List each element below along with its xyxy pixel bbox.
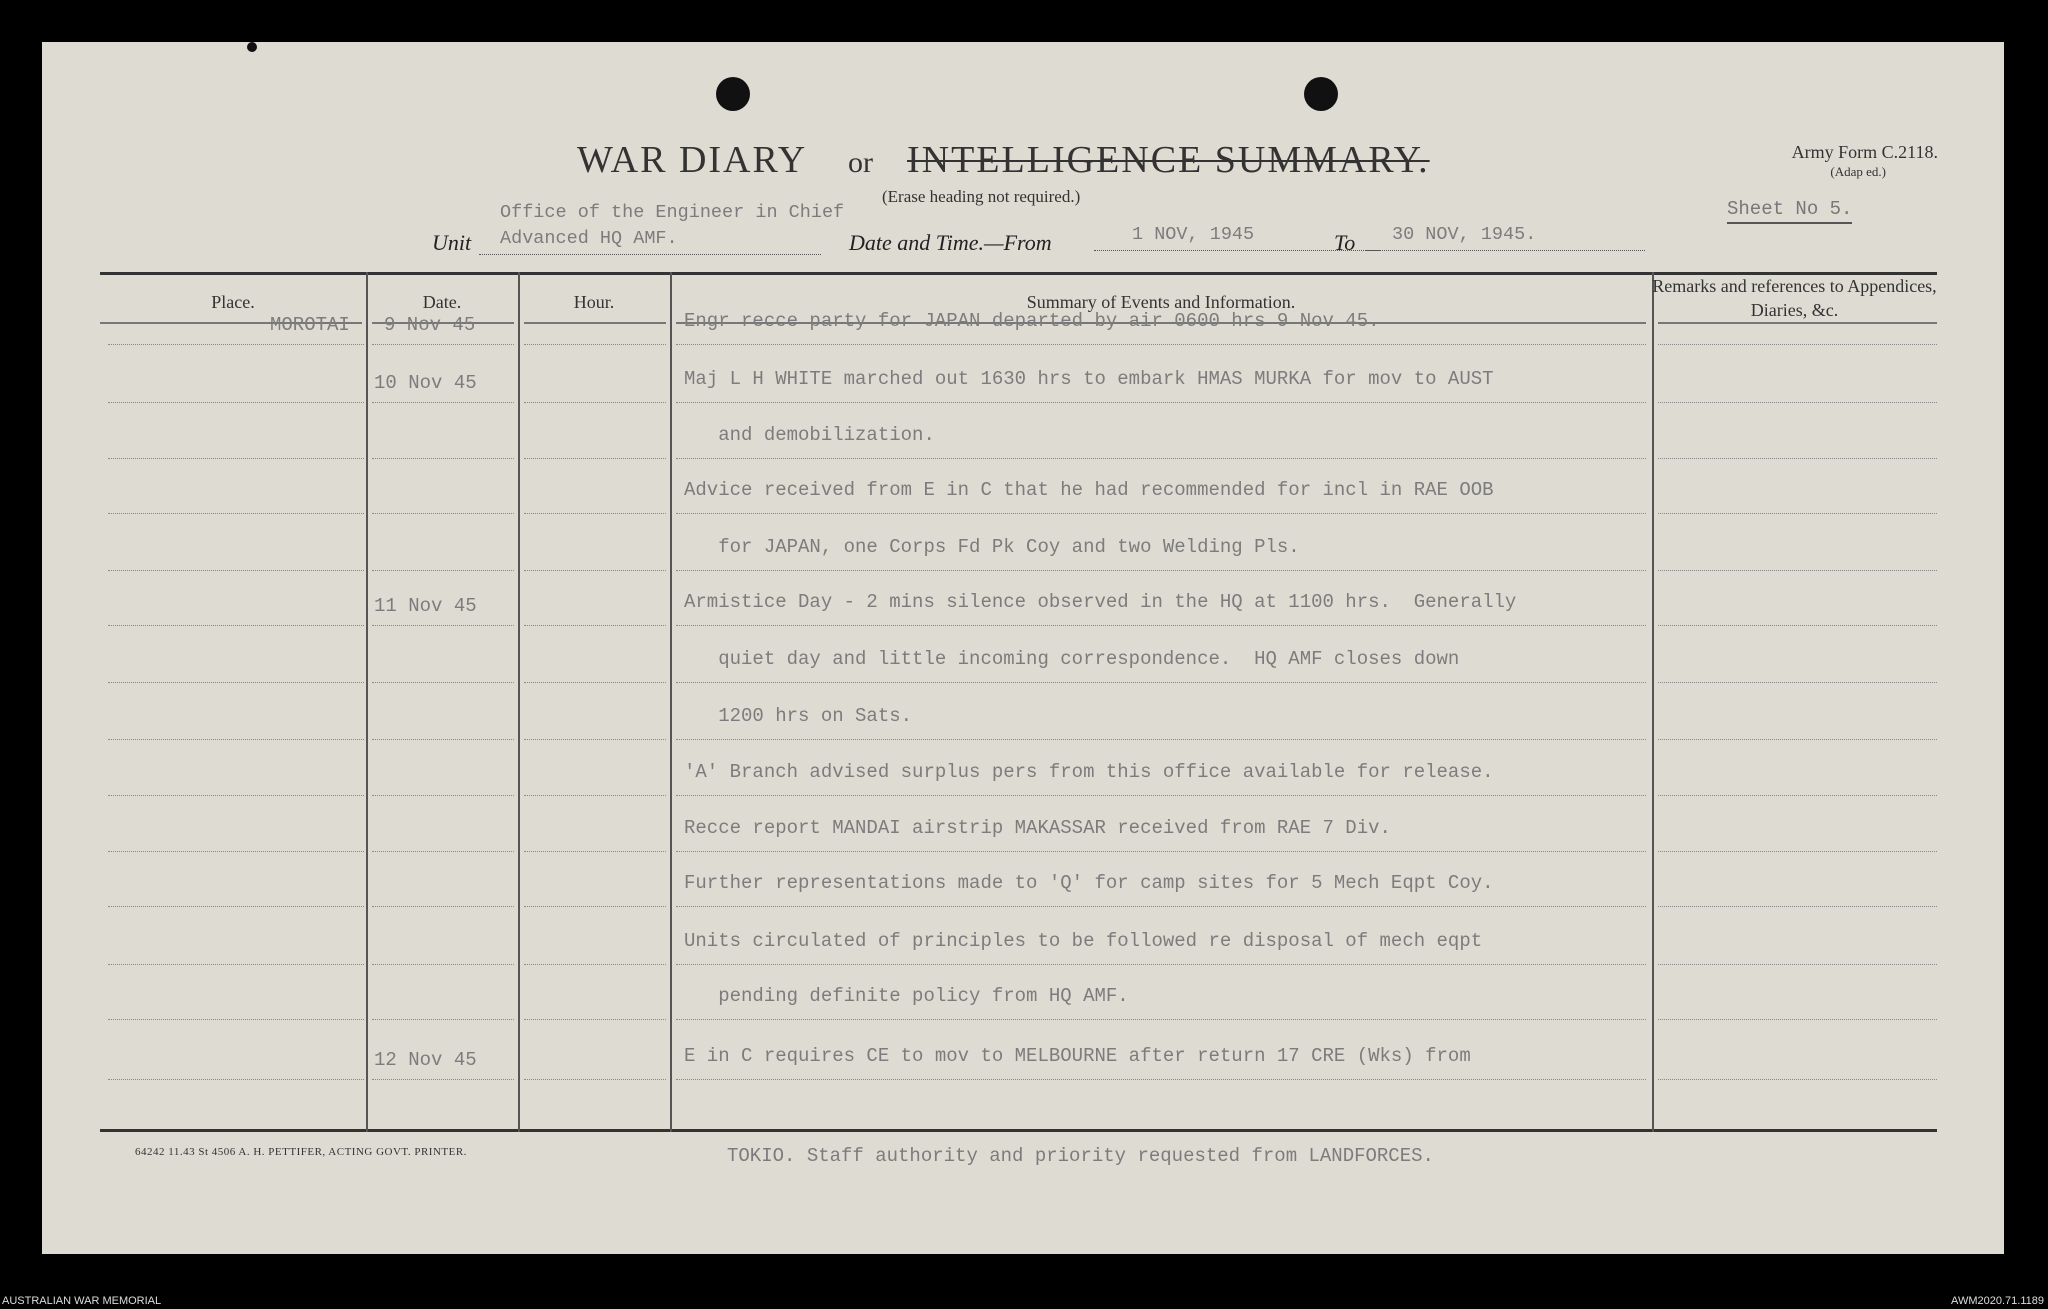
header-summary: Summary of Events and Information.: [1026, 292, 1296, 312]
diary-sheet: [42, 42, 2004, 1254]
header-remarks: Remarks and references to Appendices, Diaries, &c.: [1652, 276, 1937, 320]
row-summary: E in C requires CE to mov to MELBOURNE after return 17 CRE (Wks) from: [684, 1045, 1471, 1067]
ruled-line: [676, 739, 1646, 740]
ruled-line: [108, 625, 364, 626]
ruled-line: [676, 625, 1646, 626]
date-to-label: To: [1334, 230, 1356, 255]
ruled-line: [372, 625, 514, 626]
ruled-line: [372, 906, 514, 907]
ruled-line: [1658, 906, 1937, 907]
ruled-line: [676, 458, 1646, 459]
row-summary: Armistice Day - 2 mins silence observed in the HQ at 1100 hrs. Generally: [684, 591, 1517, 613]
ruled-line: [372, 964, 514, 965]
unit-value-line2: Advanced HQ AMF.: [500, 228, 678, 249]
date-to-value: 30 NOV, 1945.: [1392, 224, 1537, 245]
unit-underline: [479, 254, 821, 255]
ruled-line: [676, 570, 1646, 571]
header-hour: Hour.: [573, 292, 615, 312]
ruled-line: [372, 513, 514, 514]
row-date: 10 Nov 45: [374, 372, 477, 394]
row-summary: quiet day and little incoming correspondence. HQ AMF closes down: [684, 648, 1460, 670]
ruled-line: [108, 513, 364, 514]
row-summary: Units circulated of principles to be followed re disposal of mech eqpt: [684, 930, 1483, 952]
ruled-line: [676, 344, 1646, 345]
ruled-line: [676, 795, 1646, 796]
date-label: Date and Time.—From: [849, 230, 1052, 255]
date-to-underline: [1365, 250, 1645, 251]
ruled-line: [676, 1019, 1646, 1020]
ruled-line: [524, 625, 666, 626]
ruled-line: [524, 739, 666, 740]
ruled-line: [524, 682, 666, 683]
ruled-line: [108, 458, 364, 459]
ruled-line: [524, 1019, 666, 1020]
ruled-line: [372, 682, 514, 683]
row-date: 12 Nov 45: [374, 1049, 477, 1071]
ruled-line: [1658, 1079, 1937, 1080]
header-date: Date.: [422, 292, 462, 312]
army-form-number: Army Form C.2118.: [1791, 142, 1938, 162]
header-underline: [524, 322, 666, 324]
diary-table: [100, 272, 1937, 1132]
date-from-value: 1 NOV, 1945: [1132, 224, 1255, 245]
printer-note: 64242 11.43 St 4506 A. H. PETTIFER, ACTING GOVT. PRINTER.: [135, 1146, 467, 1158]
ruled-line: [108, 682, 364, 683]
erase-note: (Erase heading not required.): [882, 187, 1081, 206]
form-title-struck: INTELLIGENCE SUMMARY.: [907, 139, 1430, 181]
ruled-line: [108, 570, 364, 571]
sheet-number: Sheet No 5.: [1727, 198, 1852, 224]
row-summary: Further representations made to 'Q' for camp sites for 5 Mech Eqpt Coy.: [684, 872, 1494, 894]
ruled-line: [524, 344, 666, 345]
adapted-note: (Adap ed.): [1830, 164, 1886, 179]
ruled-line: [524, 906, 666, 907]
ruled-line: [108, 851, 364, 852]
ruled-line: [676, 1079, 1646, 1080]
row-summary: and demobilization.: [684, 424, 935, 446]
row-summary: Advice received from E in C that he had recommended for incl in RAE OOB: [684, 479, 1494, 501]
ruled-line: [524, 1079, 666, 1080]
ruled-line: [108, 1079, 364, 1080]
ruled-line: [524, 402, 666, 403]
row-summary: 'A' Branch advised surplus pers from this office available for release.: [684, 761, 1494, 783]
row-date: 9 Nov 45: [384, 314, 476, 336]
archive-reference: AWM2020.71.1189: [1951, 1295, 2044, 1307]
row-summary: for JAPAN, one Corps Fd Pk Coy and two Welding Pls.: [684, 536, 1300, 558]
ruled-line: [524, 570, 666, 571]
ruled-line: [524, 795, 666, 796]
ruled-line: [524, 458, 666, 459]
ruled-line: [108, 344, 364, 345]
ruled-line: [676, 682, 1646, 683]
row-summary: Maj L H WHITE marched out 1630 hrs to embark HMAS MURKA for mov to AUST: [684, 368, 1494, 390]
ruled-line: [1658, 458, 1937, 459]
ruled-line: [676, 513, 1646, 514]
ruled-line: [1658, 344, 1937, 345]
ruled-line: [1658, 795, 1937, 796]
ruled-line: [372, 344, 514, 345]
ruled-line: [676, 402, 1646, 403]
ruled-line: [1658, 1019, 1937, 1020]
ruled-line: [372, 795, 514, 796]
ruled-line: [108, 402, 364, 403]
ruled-line: [1658, 682, 1937, 683]
ruled-line: [524, 851, 666, 852]
ruled-line: [1658, 964, 1937, 965]
header-place: Place.: [211, 292, 255, 312]
ruled-line: [372, 1019, 514, 1020]
ruled-line: [676, 964, 1646, 965]
punch-hole-right: [1304, 77, 1338, 111]
ruled-line: [524, 513, 666, 514]
punch-hole-left: [716, 77, 750, 111]
ruled-line: [372, 739, 514, 740]
summary-overflow-line: TOKIO. Staff authority and priority requested from LANDFORCES.: [727, 1145, 1434, 1167]
ruled-line: [676, 906, 1646, 907]
column-divider: [670, 272, 672, 1132]
ruled-line: [1658, 513, 1937, 514]
ruled-line: [372, 1079, 514, 1080]
pin-mark: [247, 42, 257, 52]
ruled-line: [1658, 570, 1937, 571]
row-summary: Recce report MANDAI airstrip MAKASSAR received from RAE 7 Div.: [684, 817, 1391, 839]
ruled-line: [372, 458, 514, 459]
ruled-line: [108, 1019, 364, 1020]
ruled-line: [372, 402, 514, 403]
row-date: 11 Nov 45: [374, 595, 477, 617]
row-summary: 1200 hrs on Sats.: [684, 705, 913, 727]
row-place: MOROTAI: [270, 314, 350, 336]
ruled-line: [676, 851, 1646, 852]
ruled-line: [1658, 739, 1937, 740]
column-divider: [1652, 272, 1654, 1132]
ruled-line: [1658, 625, 1937, 626]
ruled-line: [1658, 402, 1937, 403]
column-divider: [366, 272, 368, 1132]
unit-label: Unit: [432, 230, 472, 255]
form-title-or: or: [848, 146, 873, 179]
ruled-line: [108, 906, 364, 907]
form-title: WAR DIARY: [577, 139, 808, 181]
ruled-line: [524, 964, 666, 965]
header-underline: [1658, 322, 1937, 324]
ruled-line: [108, 795, 364, 796]
row-summary: pending definite policy from HQ AMF.: [684, 985, 1129, 1007]
ruled-line: [372, 570, 514, 571]
column-divider: [518, 272, 520, 1132]
row-summary: Engr recce party for JAPAN departed by air 0600 hrs 9 Nov 45.: [684, 310, 1380, 332]
unit-value-line1: Office of the Engineer in Chief: [500, 202, 845, 223]
ruled-line: [1658, 851, 1937, 852]
table-bottom-rule: [100, 1129, 1937, 1132]
archive-credit: AUSTRALIAN WAR MEMORIAL: [2, 1295, 162, 1307]
ruled-line: [108, 964, 364, 965]
ruled-line: [372, 851, 514, 852]
ruled-line: [108, 739, 364, 740]
